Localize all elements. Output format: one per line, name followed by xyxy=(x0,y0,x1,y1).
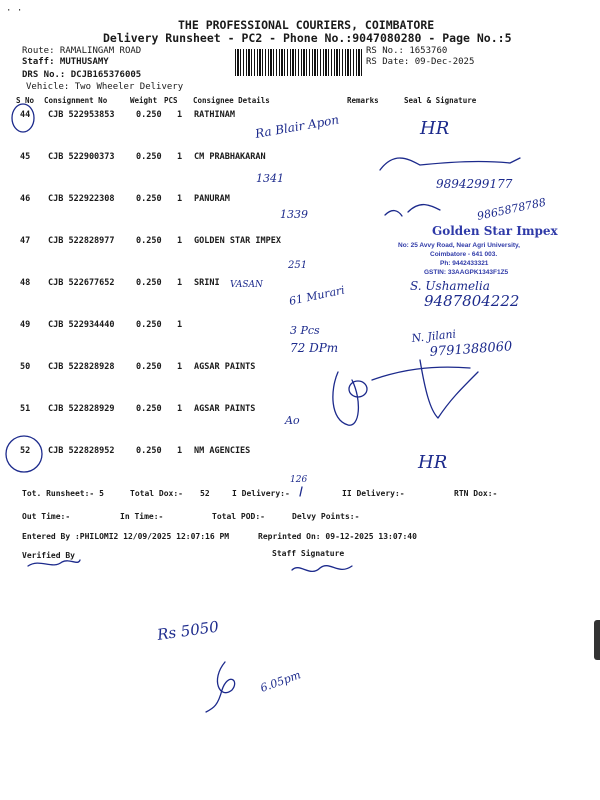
row46-remark: 1339 xyxy=(280,208,308,221)
row45-remark: 1341 xyxy=(256,172,284,185)
row-consignee: NM AGENCIES xyxy=(194,446,251,456)
row-consignment: CJB 522828977 xyxy=(48,236,115,246)
row49-phone: 9791388060 xyxy=(429,339,513,360)
vehicle: Vehicle: Two Wheeler Delivery xyxy=(26,82,184,92)
row-consignee: GOLDEN STAR IMPEX xyxy=(194,236,281,246)
rs-number: RS No.: 1653760 xyxy=(366,46,448,56)
staff-signature-label: Staff Signature xyxy=(272,549,345,558)
runsheet-title: Delivery Runsheet - PC2 - Phone No.:9047080280 - Page No.:5 xyxy=(103,31,512,45)
row47-remark: 251 xyxy=(288,260,308,271)
row-weight: 0.250 xyxy=(136,362,162,372)
row-sno: 45 xyxy=(20,152,31,162)
row-sno: 44 xyxy=(20,110,31,120)
row-pcs: 1 xyxy=(177,404,183,414)
verified-by: Verified By xyxy=(22,551,75,560)
row-pcs: 1 xyxy=(177,320,183,330)
row-weight: 0.250 xyxy=(136,278,162,288)
row-consignment: CJB 522953853 xyxy=(48,110,115,120)
row-consignee: CM PRABHAKARAN xyxy=(194,152,266,162)
total-dox-label: Total Dox:- xyxy=(130,489,183,498)
i-delivery-note: 126 xyxy=(290,475,308,485)
ii-delivery: II Delivery:- xyxy=(342,489,405,498)
staff: Staff: MUTHUSAMY xyxy=(22,57,109,67)
row-consignment: CJB 522828952 xyxy=(48,446,115,456)
row-consignment: CJB 522677652 xyxy=(48,278,115,288)
row49-remark-2: 72 DPm xyxy=(290,341,339,355)
row-weight: 0.250 xyxy=(136,152,162,162)
row48-remark: 61 Murari xyxy=(287,283,346,308)
total-dox-value: 52 xyxy=(200,489,210,498)
row-sno: 47 xyxy=(20,236,31,246)
row50-signature-loop xyxy=(349,381,367,397)
row-consignment: CJB 522922308 xyxy=(48,194,115,204)
bottom-signature xyxy=(206,662,235,712)
row-weight: 0.250 xyxy=(136,110,162,120)
row-sno: 46 xyxy=(20,194,31,204)
row-consignee: SRINI xyxy=(194,278,220,288)
row48-signature-name: S. Ushamelia xyxy=(410,279,490,293)
in-time: In Time:- xyxy=(120,512,164,521)
total-runsheet: Tot. Runsheet:- 5 xyxy=(22,489,104,498)
row44-remark: Ra Blair Apon xyxy=(254,112,341,141)
i-delivery-tick xyxy=(300,487,302,496)
row-consignment: CJB 522828928 xyxy=(48,362,115,372)
bottom-note-time: 6.05pm xyxy=(258,668,303,695)
circle-mark-44 xyxy=(12,104,34,132)
row45-phone: 9894299177 xyxy=(436,177,513,191)
row50-signature-stroke xyxy=(372,360,478,418)
stamp-phone: Ph: 9442433321 xyxy=(440,260,489,267)
stamp-gstin: GSTIN: 33AAGPK1343F1Z5 xyxy=(424,269,509,276)
row45-signature xyxy=(380,158,520,170)
rtn-dox: RTN Dox:- xyxy=(454,489,498,498)
row48-phone: 9487804222 xyxy=(424,292,520,310)
row49-signature-name: N. Jilani xyxy=(410,327,457,345)
company-title: THE PROFESSIONAL COURIERS, COIMBATORE xyxy=(178,18,435,32)
out-time: Out Time:- xyxy=(22,512,71,521)
row-consignment: CJB 522828929 xyxy=(48,404,115,414)
col-pcs: PCS xyxy=(164,96,178,105)
staff-signature xyxy=(292,566,352,572)
entered-by: Entered By :PHILOMI2 12/09/2025 12:07:16 PM xyxy=(22,532,230,541)
row-sno: 49 xyxy=(20,320,31,330)
row-weight: 0.250 xyxy=(136,404,162,414)
stamp-address-2: Coimbatore - 641 003. xyxy=(430,251,498,258)
scan-dots: · · xyxy=(6,6,23,16)
row48-name: VASAN xyxy=(230,280,263,290)
row-weight: 0.250 xyxy=(136,320,162,330)
row-weight: 0.250 xyxy=(136,194,162,204)
col-consignee: Consignee Details xyxy=(193,96,270,105)
col-consignment: Consignment No xyxy=(44,96,108,105)
verified-signature xyxy=(28,560,80,566)
row-consignee: PANURAM xyxy=(194,194,230,204)
row46-phone: 9865878788 xyxy=(475,195,548,223)
delivery-points: Delvy Points:- xyxy=(292,512,360,521)
row-consignee: RATHINAM xyxy=(194,110,235,120)
row-sno: 52 xyxy=(20,446,31,456)
stamp-address-1: No: 25 Avvy Road, Near Agri University, xyxy=(398,242,520,249)
row-weight: 0.250 xyxy=(136,236,162,246)
row52-signature: HR xyxy=(418,452,448,473)
i-delivery: I Delivery:- xyxy=(232,489,290,498)
row-sno: 51 xyxy=(20,404,31,414)
row-pcs: 1 xyxy=(177,152,183,162)
row44-signature: HR xyxy=(420,118,450,139)
row-consignment: CJB 522900373 xyxy=(48,152,115,162)
row-sno: 48 xyxy=(20,278,31,288)
row49-remark-1: 3 Pcs xyxy=(290,324,320,337)
col-sno: S No xyxy=(16,96,35,105)
row50-signature xyxy=(333,372,359,425)
circle-mark-52 xyxy=(6,436,42,472)
row-weight: 0.250 xyxy=(136,446,162,456)
rs-date: RS Date: 09-Dec-2025 xyxy=(366,57,475,67)
row-consignee: AGSAR PAINTS xyxy=(194,362,256,372)
row-consignee: AGSAR PAINTS xyxy=(194,404,256,414)
row-pcs: 1 xyxy=(177,446,183,456)
drs-number: DRS No.: DCJB165376005 xyxy=(22,70,142,80)
row-sno: 50 xyxy=(20,362,31,372)
row51-remark: Ao xyxy=(285,414,300,427)
col-seal-signature: Seal & Signature xyxy=(404,96,477,105)
total-pod: Total POD:- xyxy=(212,512,265,521)
row-pcs: 1 xyxy=(177,362,183,372)
route: Route: RAMALINGAM ROAD xyxy=(22,46,142,56)
row46-signature xyxy=(385,205,440,216)
stamp-title: Golden Star Impex xyxy=(432,224,558,238)
bottom-note-amount: Rs 5050 xyxy=(156,617,220,644)
row-pcs: 1 xyxy=(177,194,183,204)
reprinted-on: Reprinted On: 09-12-2025 13:07:40 xyxy=(258,532,417,541)
row-pcs: 1 xyxy=(177,236,183,246)
row-pcs: 1 xyxy=(177,110,183,120)
row-consignment: CJB 522934440 xyxy=(48,320,115,330)
col-remarks: Remarks xyxy=(347,96,379,105)
col-weight: Weight xyxy=(130,96,158,105)
row-pcs: 1 xyxy=(177,278,183,288)
